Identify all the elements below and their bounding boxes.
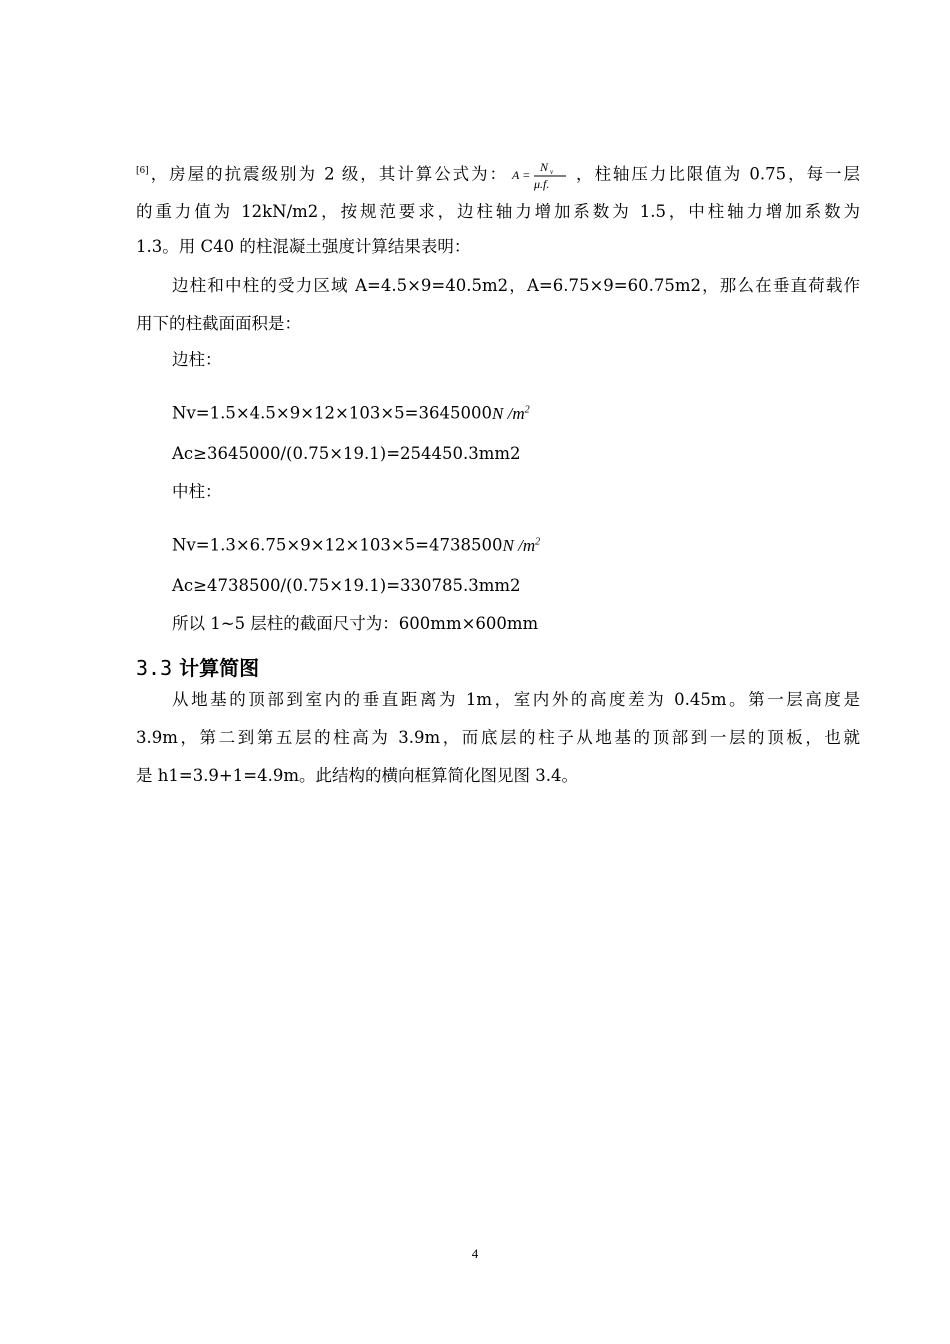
paragraph-1-line-1 bbox=[136, 158, 860, 192]
formula-numerator: N bbox=[540, 160, 549, 174]
paragraph-2-line-1: 边柱和中柱的受力区域 A=4.5×9=40.5m2，A=6.75×9=60.75m2，那么在垂直荷载作 bbox=[172, 276, 860, 295]
formula-eq: = bbox=[523, 168, 530, 182]
nv-formula: Nv=1.5×4.5×9×12×103×5=3645000 bbox=[172, 403, 492, 423]
section-title: 计算简图 bbox=[179, 656, 260, 680]
paragraph-3-line-2: 3.9m，第二到第五层的柱高为 3.9m，而底层的柱子从地基的顶部到一层的顶板，也就 bbox=[136, 728, 860, 747]
formula-lhs: A bbox=[512, 168, 520, 182]
formula-image bbox=[510, 158, 572, 192]
force-unit: N $/m^2$ bbox=[502, 535, 541, 555]
citation-ref: [6] bbox=[136, 166, 149, 176]
paragraph-2-line-2: 用下的柱截面面积是： bbox=[136, 314, 301, 333]
page-number: 4 bbox=[471, 1246, 479, 1261]
paragraph-3-line-1: 从地基的顶部到室内的垂直距离为 1m，室内外的高度差为 0.45m。第一层高度是 bbox=[172, 690, 860, 709]
formula-denominator: μ.f. bbox=[534, 177, 550, 191]
text-segment: ，柱轴压力比限值为 0.75，每一层 bbox=[574, 164, 861, 184]
force-unit: N $/m^2$ bbox=[492, 403, 530, 423]
middle-column-ac: Ac≥4738500/(0.75×19.1)=330785.3mm2 bbox=[172, 576, 521, 595]
nv-formula: Nv=1.3×6.75×9×12×103×5=4738500 bbox=[172, 535, 503, 555]
paragraph-1-line-3: 1.3。用 C40 的柱混凝土强度计算结果表明： bbox=[136, 237, 471, 256]
column-size-text: 所以 1~5 层柱的截面尺寸为：600mm×600mm bbox=[172, 614, 539, 633]
text-segment: ，房屋的抗震级别为 2 级，其计算公式为： bbox=[148, 164, 509, 184]
paragraph-3-line-3: 是 h1=3.9+1=4.9m。此结构的横向框算简化图见图 3.4。 bbox=[136, 766, 578, 785]
section-number: 3.3 bbox=[136, 656, 173, 680]
paragraph-1-line-2: 的重力值为 12kN/m2，按规范要求，边柱轴力增加系数为 1.5，中柱轴力增加系数为 bbox=[136, 202, 860, 221]
section-heading bbox=[136, 654, 259, 682]
side-column-ac: Ac≥3645000/(0.75×19.1)=254450.3mm2 bbox=[172, 444, 521, 463]
side-column-nv bbox=[172, 397, 860, 427]
side-column-label: 边柱： bbox=[172, 350, 222, 369]
middle-column-label: 中柱： bbox=[172, 482, 222, 501]
middle-column-nv bbox=[172, 529, 860, 559]
formula-numerator-sub: v bbox=[550, 168, 554, 176]
